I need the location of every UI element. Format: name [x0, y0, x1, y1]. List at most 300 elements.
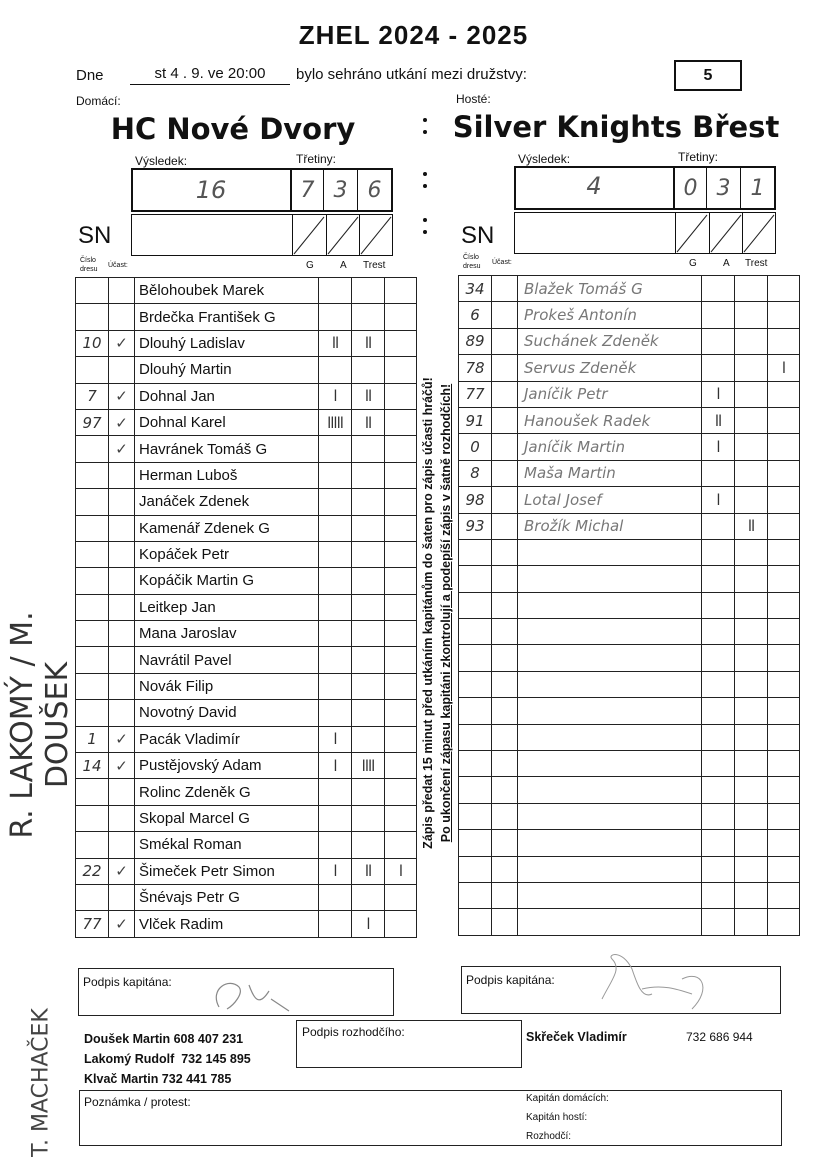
player-number: 10	[76, 330, 109, 356]
player-penalty	[385, 436, 417, 462]
player-number: 93	[459, 513, 492, 539]
guest-player-row	[459, 830, 800, 856]
player-goals: l	[319, 726, 352, 752]
player-penalty	[768, 856, 800, 882]
player-penalty	[385, 911, 417, 937]
player-attendance	[109, 647, 135, 673]
player-goals	[319, 779, 352, 805]
player-goals	[702, 539, 735, 565]
home-captain-label: Podpis kapitána:	[83, 975, 172, 989]
player-number	[76, 278, 109, 304]
guest-col-number: Číslo dresu	[463, 254, 481, 270]
player-assists	[735, 856, 768, 882]
player-attendance	[109, 278, 135, 304]
player-assists	[735, 434, 768, 460]
player-goals: l	[319, 383, 352, 409]
player-goals	[702, 803, 735, 829]
player-attendance	[109, 568, 135, 594]
player-name	[518, 698, 702, 724]
guest-player-row	[459, 909, 800, 935]
player-goals	[702, 698, 735, 724]
home-player-row	[76, 647, 417, 673]
player-penalty	[385, 383, 417, 409]
player-attendance	[492, 882, 518, 908]
player-number	[459, 645, 492, 671]
guest-period-2: 3	[716, 176, 731, 201]
player-goals: l	[702, 434, 735, 460]
player-goals	[319, 357, 352, 383]
guest-player-row	[459, 856, 800, 882]
player-assists	[352, 278, 385, 304]
home-player-row	[76, 489, 417, 515]
player-name	[518, 671, 702, 697]
player-attendance	[492, 592, 518, 618]
home-col-number: Číslo dresu	[80, 257, 98, 273]
player-assists	[735, 355, 768, 381]
player-goals	[702, 724, 735, 750]
player-penalty	[385, 462, 417, 488]
player-goals	[319, 884, 352, 910]
home-captain-box	[78, 968, 394, 1016]
player-number	[459, 777, 492, 803]
player-assists	[735, 407, 768, 433]
referee-signature-label: Podpis rozhodčího:	[302, 1025, 405, 1039]
player-attendance	[109, 541, 135, 567]
player-goals	[702, 328, 735, 354]
player-attendance	[492, 513, 518, 539]
player-name: Vlček Radim	[135, 911, 319, 937]
player-name: Hanoušek Radek	[518, 407, 702, 433]
player-name: Smékal Roman	[135, 832, 319, 858]
player-number	[459, 856, 492, 882]
home-captain-signature	[199, 969, 299, 1017]
player-goals	[702, 751, 735, 777]
player-number: 34	[459, 276, 492, 302]
main-referee-name: Skřeček Vladimír	[526, 1030, 627, 1044]
player-name: Lotal Josef	[518, 487, 702, 513]
home-player-row	[76, 357, 417, 383]
player-name: Suchánek Zdeněk	[518, 328, 702, 354]
player-penalty	[385, 357, 417, 383]
player-goals	[319, 568, 352, 594]
player-number: 89	[459, 328, 492, 354]
player-name: Kamenář Zdenek G	[135, 515, 319, 541]
player-number	[76, 700, 109, 726]
player-name: Mana Jaroslav	[135, 621, 319, 647]
player-goals	[319, 805, 352, 831]
home-col-g: G	[306, 260, 314, 271]
player-number: 8	[459, 460, 492, 486]
player-penalty	[385, 700, 417, 726]
player-number: 0	[459, 434, 492, 460]
player-assists: ll	[352, 330, 385, 356]
player-attendance	[109, 673, 135, 699]
player-attendance	[109, 832, 135, 858]
player-attendance	[492, 751, 518, 777]
player-attendance	[492, 803, 518, 829]
player-goals: l	[319, 858, 352, 884]
guest-player-row	[459, 645, 800, 671]
player-attendance	[492, 698, 518, 724]
home-period-2: 3	[333, 178, 348, 203]
guest-captain-signature	[582, 939, 722, 1029]
player-goals	[702, 566, 735, 592]
player-name: Janíčik Petr	[518, 381, 702, 407]
player-name: Pustějovský Adam	[135, 753, 319, 779]
player-attendance	[492, 566, 518, 592]
player-number	[76, 647, 109, 673]
player-attendance	[109, 805, 135, 831]
player-number	[76, 462, 109, 488]
player-number: 7	[76, 383, 109, 409]
home-player-row	[76, 278, 417, 304]
player-goals	[319, 673, 352, 699]
player-assists	[735, 777, 768, 803]
player-assists	[352, 357, 385, 383]
player-attendance	[492, 355, 518, 381]
player-assists: ll	[352, 858, 385, 884]
player-penalty	[768, 381, 800, 407]
player-penalty	[385, 647, 417, 673]
player-goals	[319, 541, 352, 567]
home-sn-slashes	[292, 214, 393, 256]
player-assists	[735, 724, 768, 750]
player-assists	[352, 304, 385, 330]
player-penalty	[768, 803, 800, 829]
player-number	[76, 832, 109, 858]
player-assists: llll	[352, 753, 385, 779]
player-penalty	[768, 882, 800, 908]
player-goals	[702, 856, 735, 882]
player-goals	[702, 592, 735, 618]
player-penalty	[768, 698, 800, 724]
player-name: Rolinc Zdeněk G	[135, 779, 319, 805]
player-number: 98	[459, 487, 492, 513]
guest-player-row	[459, 619, 800, 645]
player-penalty	[768, 566, 800, 592]
footer-guest-captain: Kapitán hostí:	[526, 1112, 588, 1123]
player-attendance: ✓	[109, 858, 135, 884]
player-goals	[702, 355, 735, 381]
player-number	[76, 594, 109, 620]
player-attendance	[109, 884, 135, 910]
guest-team-name: Silver Knights Břest	[452, 110, 780, 144]
player-assists	[735, 539, 768, 565]
player-penalty	[385, 278, 417, 304]
guest-player-row	[459, 487, 800, 513]
guest-periods-label: Třetiny:	[678, 150, 719, 164]
player-penalty	[385, 753, 417, 779]
player-attendance	[109, 700, 135, 726]
player-attendance	[492, 276, 518, 302]
home-player-row	[76, 515, 417, 541]
main-referee-phone: 732 686 944	[686, 1030, 753, 1044]
player-attendance	[492, 645, 518, 671]
player-goals	[319, 700, 352, 726]
player-assists	[735, 487, 768, 513]
player-goals	[319, 647, 352, 673]
player-assists	[352, 779, 385, 805]
player-number	[459, 803, 492, 829]
player-goals	[319, 278, 352, 304]
player-assists	[735, 460, 768, 486]
notice-line-2: Po ukončení zápasu kapitáni zkontrolují a podepíší zápis v šatně rozhodčích!	[439, 383, 453, 843]
player-attendance: ✓	[109, 383, 135, 409]
player-name: Navrátil Pavel	[135, 647, 319, 673]
player-number	[459, 539, 492, 565]
guest-player-row	[459, 698, 800, 724]
player-penalty	[385, 330, 417, 356]
player-assists	[735, 671, 768, 697]
player-assists	[735, 619, 768, 645]
player-attendance	[492, 909, 518, 935]
player-penalty	[385, 541, 417, 567]
player-assists	[735, 566, 768, 592]
player-goals	[319, 304, 352, 330]
player-assists	[735, 381, 768, 407]
margin-referee-names: R. LAKOMÝ / M. DOUŠEK	[5, 611, 75, 839]
player-attendance	[109, 779, 135, 805]
player-assists	[352, 436, 385, 462]
home-player-row	[76, 462, 417, 488]
player-assists	[352, 832, 385, 858]
player-goals	[702, 645, 735, 671]
guest-player-row	[459, 434, 800, 460]
player-goals: ll	[702, 407, 735, 433]
player-penalty	[768, 592, 800, 618]
player-attendance	[492, 619, 518, 645]
player-goals	[319, 489, 352, 515]
player-number	[76, 779, 109, 805]
player-penalty	[385, 304, 417, 330]
player-name: Servus Zdeněk	[518, 355, 702, 381]
player-penalty	[385, 621, 417, 647]
home-result-label: Výsledek:	[135, 154, 188, 168]
player-assists	[352, 515, 385, 541]
player-name	[518, 619, 702, 645]
home-player-row	[76, 753, 417, 779]
home-player-row	[76, 805, 417, 831]
player-number	[459, 566, 492, 592]
player-penalty: l	[768, 355, 800, 381]
referee-2: Lakomý Rudolf 732 145 895	[84, 1052, 251, 1066]
player-assists	[352, 673, 385, 699]
player-attendance: ✓	[109, 330, 135, 356]
guest-player-row	[459, 328, 800, 354]
player-attendance: ✓	[109, 409, 135, 435]
player-goals	[702, 302, 735, 328]
guest-captain-box	[461, 966, 781, 1014]
guest-player-row	[459, 803, 800, 829]
home-player-row	[76, 673, 417, 699]
home-player-row	[76, 594, 417, 620]
player-penalty	[768, 645, 800, 671]
player-penalty	[385, 515, 417, 541]
guest-label: Hosté:	[456, 92, 491, 106]
player-name: Šnévajs Petr G	[135, 884, 319, 910]
player-goals	[319, 594, 352, 620]
player-name: Brdečka František G	[135, 304, 319, 330]
player-assists	[352, 700, 385, 726]
home-player-row	[76, 700, 417, 726]
guest-sn-label: SN	[461, 222, 495, 249]
player-assists: ll	[735, 513, 768, 539]
player-number	[459, 830, 492, 856]
home-roster-table	[75, 277, 417, 938]
guest-player-row	[459, 724, 800, 750]
player-goals	[319, 515, 352, 541]
player-penalty	[768, 671, 800, 697]
player-assists	[735, 276, 768, 302]
guest-col-penalty: Trest	[745, 258, 768, 269]
home-player-row	[76, 541, 417, 567]
player-number	[459, 751, 492, 777]
player-penalty	[768, 460, 800, 486]
player-attendance	[492, 830, 518, 856]
player-name	[518, 856, 702, 882]
player-name: Šimeček Petr Simon	[135, 858, 319, 884]
guest-player-row	[459, 777, 800, 803]
player-name	[518, 882, 702, 908]
referee-signature-box	[296, 1020, 522, 1068]
player-number	[459, 882, 492, 908]
home-score: 16	[195, 176, 227, 204]
guest-period-3: 1	[750, 176, 765, 201]
player-attendance: ✓	[109, 911, 135, 937]
player-penalty	[768, 513, 800, 539]
player-assists	[735, 328, 768, 354]
home-player-row	[76, 409, 417, 435]
player-number	[76, 673, 109, 699]
player-name: Prokeš Antonín	[518, 302, 702, 328]
guest-col-attendance: Účast:	[492, 259, 512, 266]
guest-player-row	[459, 460, 800, 486]
player-goals: ll	[319, 330, 352, 356]
player-attendance	[109, 357, 135, 383]
player-goals: l	[319, 753, 352, 779]
player-number: 91	[459, 407, 492, 433]
guest-player-row	[459, 513, 800, 539]
home-player-row	[76, 779, 417, 805]
player-goals	[702, 830, 735, 856]
player-attendance	[109, 621, 135, 647]
player-attendance	[109, 489, 135, 515]
player-attendance	[492, 302, 518, 328]
home-player-row	[76, 832, 417, 858]
date-label: Dne	[76, 67, 104, 84]
player-number: 14	[76, 753, 109, 779]
player-number	[76, 568, 109, 594]
guest-player-row	[459, 302, 800, 328]
player-assists	[352, 647, 385, 673]
guest-sn-slashes	[675, 212, 776, 254]
match-date: st 4 . 9. ve 20:00	[130, 65, 290, 85]
player-name	[518, 777, 702, 803]
player-goals	[319, 621, 352, 647]
guest-player-row	[459, 355, 800, 381]
player-number: 6	[459, 302, 492, 328]
notice-line-1: Zápis předat 15 minut před utkáním kapitánům do šaten pro zápis účasti hráčů!	[421, 377, 435, 849]
player-name	[518, 566, 702, 592]
margin-bottom-name: T. MACHAČEK	[28, 1008, 54, 1157]
player-assists	[352, 805, 385, 831]
player-assists	[735, 830, 768, 856]
player-number	[76, 489, 109, 515]
player-name	[518, 592, 702, 618]
player-penalty	[768, 539, 800, 565]
player-name: Novák Filip	[135, 673, 319, 699]
player-attendance	[109, 462, 135, 488]
player-attendance	[492, 434, 518, 460]
player-penalty	[385, 884, 417, 910]
player-number: 97	[76, 409, 109, 435]
home-period-1: 7	[300, 178, 315, 203]
player-number	[76, 805, 109, 831]
guest-roster-table	[458, 275, 800, 936]
player-number	[459, 671, 492, 697]
player-penalty	[768, 407, 800, 433]
home-player-row	[76, 383, 417, 409]
player-penalty	[385, 594, 417, 620]
player-goals	[702, 513, 735, 539]
player-name	[518, 803, 702, 829]
player-name	[518, 539, 702, 565]
footer-home-captain: Kapitán domácích:	[526, 1093, 609, 1104]
player-goals	[702, 276, 735, 302]
player-goals	[319, 436, 352, 462]
player-attendance: ✓	[109, 726, 135, 752]
player-penalty	[768, 909, 800, 935]
player-name: Bělohoubek Marek	[135, 278, 319, 304]
player-name: Novotný David	[135, 700, 319, 726]
player-goals	[702, 671, 735, 697]
player-attendance	[492, 487, 518, 513]
player-penalty	[768, 619, 800, 645]
home-player-row	[76, 330, 417, 356]
player-name: Herman Luboš	[135, 462, 319, 488]
guest-score: 4	[586, 172, 602, 200]
player-number	[76, 621, 109, 647]
player-assists	[735, 592, 768, 618]
player-goals	[702, 777, 735, 803]
player-name: Maša Martin	[518, 460, 702, 486]
player-penalty	[385, 832, 417, 858]
player-attendance	[109, 304, 135, 330]
player-name: Havránek Tomáš G	[135, 436, 319, 462]
player-goals	[702, 909, 735, 935]
player-assists	[735, 882, 768, 908]
player-assists	[735, 751, 768, 777]
player-name: Dohnal Jan	[135, 383, 319, 409]
home-label: Domácí:	[76, 94, 121, 108]
player-goals	[319, 911, 352, 937]
player-assists: ll	[352, 383, 385, 409]
player-assists	[735, 302, 768, 328]
player-penalty	[385, 673, 417, 699]
footer-referee: Rozhodčí:	[526, 1131, 572, 1142]
player-name: Skopal Marcel G	[135, 805, 319, 831]
player-assists	[352, 489, 385, 515]
home-player-row	[76, 884, 417, 910]
player-assists	[352, 568, 385, 594]
player-goals	[319, 462, 352, 488]
player-number	[76, 357, 109, 383]
player-name: Dlouhý Ladislav	[135, 330, 319, 356]
player-goals	[702, 460, 735, 486]
player-penalty	[768, 302, 800, 328]
player-penalty	[385, 805, 417, 831]
home-col-penalty: Trest	[363, 260, 386, 271]
